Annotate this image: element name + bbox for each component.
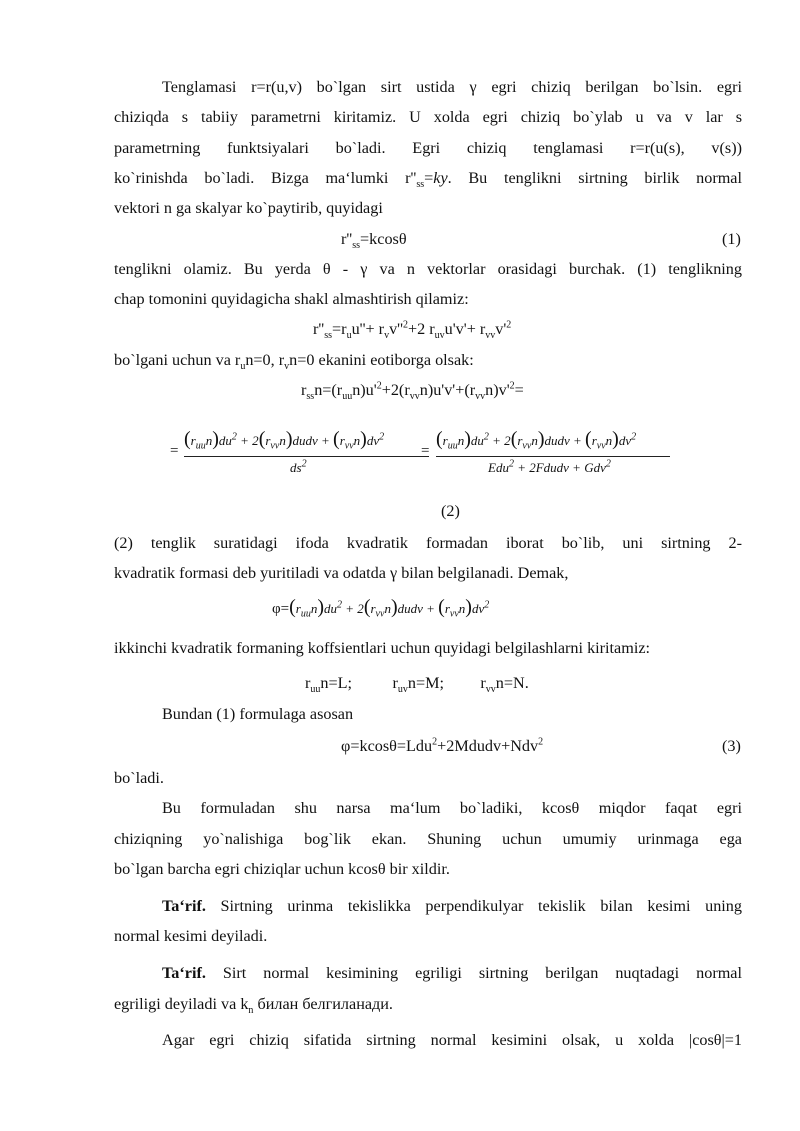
equals-sign: = (170, 443, 179, 459)
equation-line: $r''_{ss}=r_uu''+ r_vv''^2+2$ $r_{uv}u'v'+ r_{vv}v'^2$ (313, 319, 512, 342)
notation-line: $r_{uu}n=L$; $r_{uv}n=M$; $r_{vv}n=N$. (305, 674, 529, 696)
fraction-denominator: Edu$^2$ + 2Fdudv + Gdv$^2$ (488, 458, 611, 475)
text-line: Bu formuladan shu narsa ma‘lum bo`ladiki, kcosθ miqdor faqat egri (162, 799, 742, 817)
text-line: vektori n ga skalyar ko`paytirib, quyidagi (114, 199, 383, 217)
text-line: Agar egri chiziq sifatida sirtning normal kesimini olsak, u xolda |cosθ|=1 (162, 1031, 742, 1049)
text-line: ko`rinishda bo`ladi. Bizga ma‘lumki $r''_{ss}=ky$. Bu tenglikni sirtning birlik normal (114, 169, 742, 191)
text-line: bo`lgan barcha egri chiziqlar uchun kcosθ bir xildir. (114, 860, 450, 878)
definition-line: Ta‘rif. Sirtning urinma tekislikka perpendikulyar tekislik bilan kesimi uning (162, 897, 742, 915)
text-line: chiziqda s tabiiy parametrni kiritamiz. U xolda egri chiziq bo`ylab u va v lar s (114, 108, 742, 126)
text-line: (2) tenglik suratidagi ifoda kvadratik formadan iborat bo`lib, uni sirtning 2- (114, 534, 742, 552)
text-line: Tenglamasi r=r(u,v) bo`lgan sirt ustida γ egri chiziq berilgan bo`lsin. egri (162, 78, 742, 96)
fraction-bar (436, 456, 670, 457)
equation-1: $r''_{ss}=kcos\theta$ (341, 230, 407, 252)
equation-number: (1) (722, 230, 741, 248)
text-line: ikkinchi kvadratik formaning koffsientlari uchun quyidagi belgilashlarni kiritamiz: (114, 639, 651, 657)
fraction-denominator: $ds^2$ (290, 458, 307, 475)
equation-3: φ=kcosθ=Ldu$^2$+2Mdudv+Ndv$^2$ (341, 736, 544, 755)
definition-line: Ta‘rif. Sirt normal kesimining egriligi sirtning berilgan nuqtadagi normal (162, 964, 742, 982)
phi-formula (272, 592, 572, 622)
text-line: egriligi deyiladi va $k_n$ билан белгиланади. (114, 995, 393, 1017)
equals-sign: = (421, 443, 430, 459)
text-line: chap tomonini quyidagicha shakl almashtirish qilamiz: (114, 290, 469, 308)
equation-line: $r_{ss}n=(r_{uu}n)u'^2+2(r_{vv}n)u'v'+(r_{vv}n)v'^2=$ (301, 380, 524, 403)
text-line: bo`ladi. (114, 769, 164, 787)
fraction-numerator: $(r_{uu}n)du^2$ + $2(r_{vv}n)dudv + (r_{vv}n)dv^2$ (184, 428, 385, 452)
fraction-bar (184, 456, 429, 457)
equation-number: (2) (441, 502, 460, 520)
text-line: parametrning funktsiyalari bo`ladi. Egri chiziq tenglamasi r=r(u(s), v(s)) (114, 139, 742, 157)
equation-number: (3) (722, 737, 741, 755)
phi-expression: $\varphi=(r_{uu}n)du^2$ + $2(r_{vv}n)dudv + (r_{vv}n)dv^2$ (272, 596, 490, 620)
text-line: bo`lgani uchun va $r_un=0$, $r_vn=0$ ekanini eotiborga olsak: (114, 351, 474, 373)
fraction-block (170, 425, 670, 485)
text-line: normal kesimi deyiladi. (114, 927, 268, 945)
text-line: kvadratik formasi deb yuritiladi va odatda γ bilan belgilanadi. Demak, (114, 564, 569, 582)
text-line: chiziqning yo`nalishiga bog`lik ekan. Shuning uchun umumiy urinmaga ega (114, 830, 742, 848)
text-line: tenglikni olamiz. Bu yerda θ - γ va n vektorlar orasidagi burchak. (1) tenglikning (114, 260, 742, 278)
text-line: Bundan (1) formulaga asosan (162, 705, 354, 723)
fraction-numerator: $(r_{uu}n)du^2$ + $2(r_{vv}n)dudv + (r_{vv}n)dv^2$ (436, 428, 637, 452)
